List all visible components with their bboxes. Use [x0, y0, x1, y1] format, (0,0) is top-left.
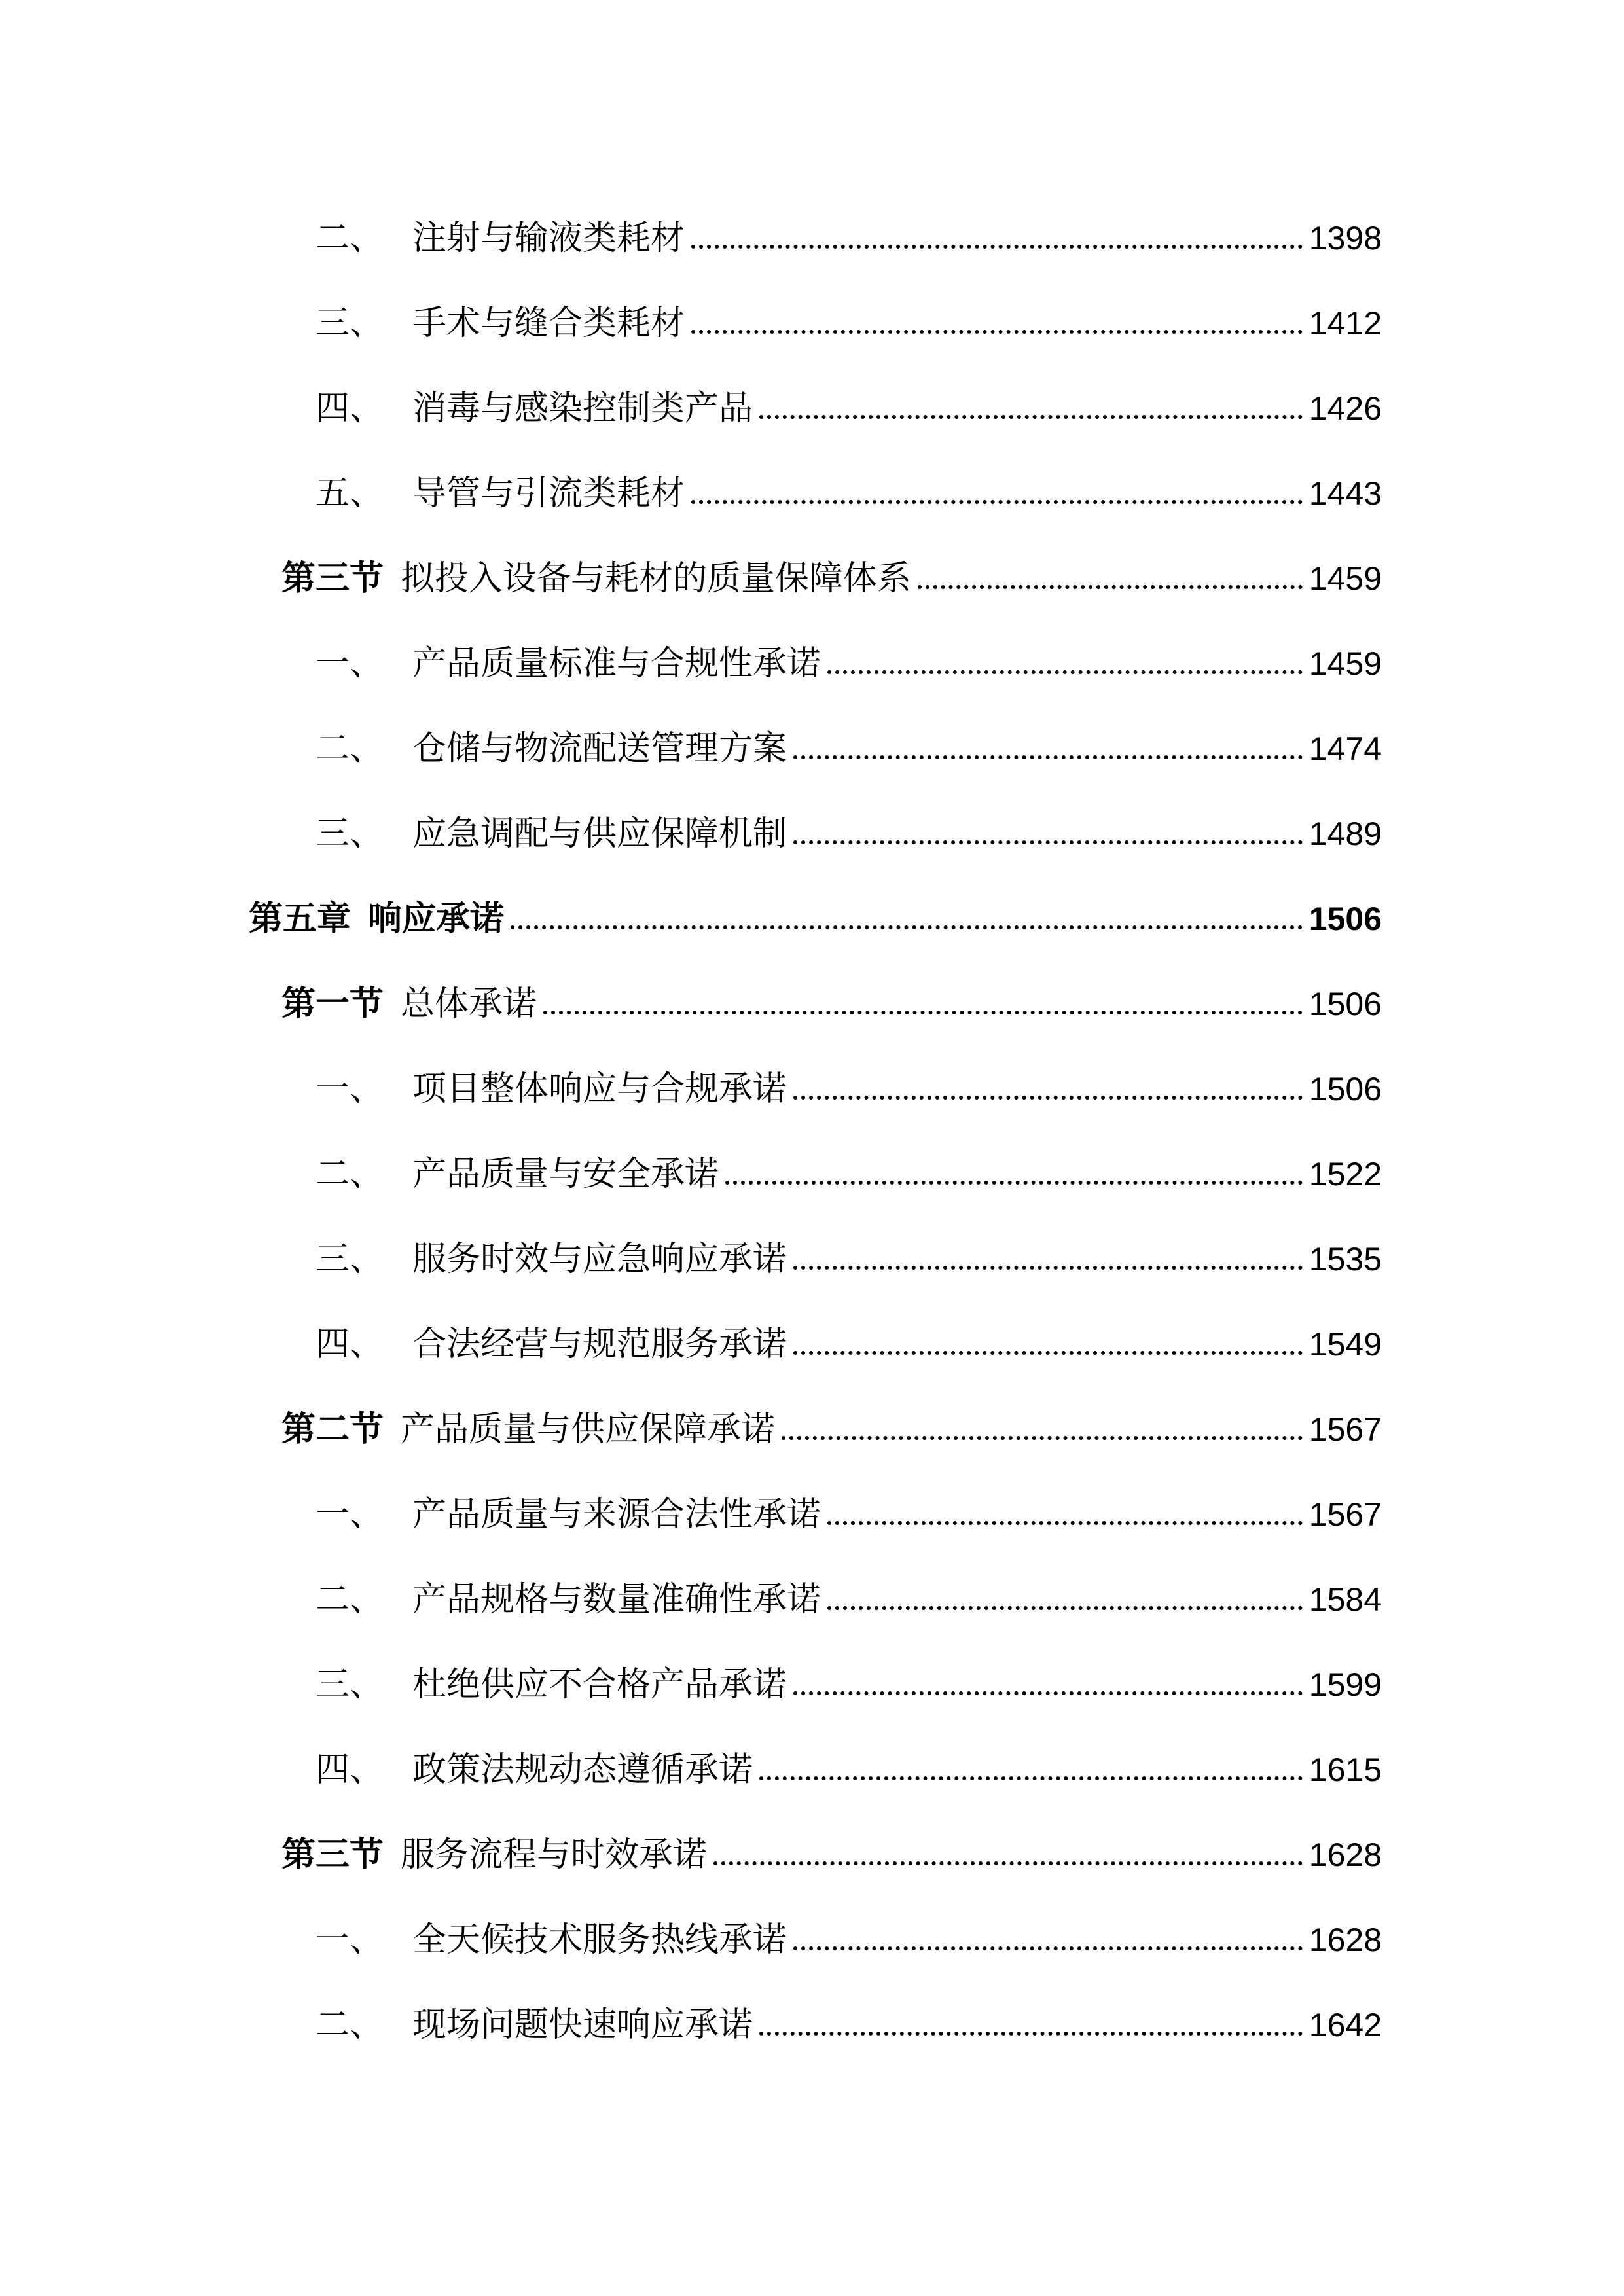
dot-leader [511, 925, 1303, 929]
toc-section[interactable] [281, 1403, 1382, 1456]
toc-entry-number: 二、 [316, 2005, 384, 2045]
toc-section-number: 第三节 [281, 1835, 384, 1874]
toc-entry-number: 四、 [316, 1750, 384, 1789]
toc-entry[interactable] [316, 1148, 1382, 1200]
toc-section-title: 服务流程与时效承诺 [401, 1835, 708, 1874]
toc-entry[interactable] [316, 297, 1382, 350]
toc-entry-page: 1412 [1308, 305, 1382, 342]
toc-entry-number: 二、 [316, 1580, 384, 1619]
toc-section-page: 1459 [1308, 560, 1382, 597]
toc-chapter[interactable] [249, 893, 1382, 945]
dot-leader [827, 1521, 1303, 1525]
toc-section-page: 1567 [1308, 1411, 1382, 1448]
toc-entry-number: 二、 [316, 1155, 384, 1194]
toc-entry-title: 服务时效与应急响应承诺 [412, 1240, 787, 1279]
toc-entry-title: 合法经营与规范服务承诺 [412, 1325, 787, 1364]
toc-entry-number: 一、 [316, 1920, 384, 1960]
toc-entry[interactable] [316, 1063, 1382, 1115]
dot-leader [793, 755, 1303, 759]
toc-entry[interactable] [316, 808, 1382, 860]
toc-entry-number: 二、 [316, 729, 384, 768]
toc-entry-page: 1628 [1308, 1922, 1382, 1958]
dot-leader [793, 1691, 1303, 1695]
dot-leader [759, 2032, 1303, 2036]
toc-entry[interactable] [316, 1659, 1382, 1711]
toc-section-page: 1628 [1308, 1837, 1382, 1873]
toc-entry-number: 一、 [316, 1495, 384, 1534]
toc-entry-number: 一、 [316, 1069, 384, 1109]
toc-entry[interactable] [316, 1488, 1382, 1541]
dot-leader [793, 1266, 1303, 1270]
toc-entry-title: 手术与缝合类耗材 [412, 304, 685, 343]
dot-leader [691, 500, 1303, 504]
toc-section[interactable] [281, 978, 1382, 1030]
toc-entry-page: 1599 [1308, 1666, 1382, 1703]
dot-leader [793, 840, 1303, 844]
toc-entry[interactable] [316, 1573, 1382, 1626]
toc-chapter-number: 第五章 [249, 899, 352, 939]
toc-entry-title: 现场问题快速响应承诺 [412, 2005, 753, 2045]
toc-entry[interactable] [316, 1999, 1382, 2051]
toc-entry-page: 1426 [1308, 390, 1382, 427]
dot-leader [759, 1776, 1303, 1780]
dot-leader [691, 245, 1303, 249]
toc-entry-number: 一、 [316, 644, 384, 683]
toc-entry-title: 产品质量与安全承诺 [412, 1155, 719, 1194]
toc-entry[interactable] [316, 1744, 1382, 1796]
toc-entry-title: 产品质量与来源合法性承诺 [412, 1495, 821, 1534]
toc-entry-page: 1459 [1308, 645, 1382, 682]
toc-entry-page: 1642 [1308, 2007, 1382, 2043]
toc-entry-page: 1522 [1308, 1156, 1382, 1193]
toc-entry-number: 二、 [316, 219, 384, 258]
dot-leader [918, 585, 1303, 589]
toc-entry-title: 政策法规动态遵循承诺 [412, 1750, 753, 1789]
dot-leader [793, 1946, 1303, 1950]
toc-section[interactable] [281, 552, 1382, 605]
toc-entry-number: 三、 [316, 814, 384, 853]
toc-section-title: 拟投入设备与耗材的质量保障体系 [401, 559, 912, 598]
toc-entry-page: 1443 [1308, 475, 1382, 512]
toc-entry-page: 1398 [1308, 220, 1382, 257]
dot-leader [713, 1861, 1303, 1865]
toc-section-page: 1506 [1308, 986, 1382, 1022]
toc-entry-title: 导管与引流类耗材 [412, 474, 685, 513]
toc-entry-page: 1474 [1308, 730, 1382, 767]
toc-section-title: 产品质量与供应保障承诺 [401, 1410, 776, 1449]
toc-entry-title: 产品规格与数量准确性承诺 [412, 1580, 821, 1619]
toc-entry[interactable] [316, 1318, 1382, 1371]
toc-section-title: 总体承诺 [401, 984, 537, 1024]
dot-leader [793, 1351, 1303, 1355]
toc-entry-page: 1549 [1308, 1326, 1382, 1363]
toc-entry[interactable] [316, 723, 1382, 775]
dot-leader [827, 1606, 1303, 1610]
toc-entry-page: 1567 [1308, 1496, 1382, 1533]
toc-entry[interactable] [316, 382, 1382, 435]
toc-entry-page: 1615 [1308, 1751, 1382, 1788]
toc-entry[interactable] [316, 1233, 1382, 1285]
toc-section-number: 第三节 [281, 559, 384, 598]
toc-section[interactable] [281, 1829, 1382, 1881]
dot-leader [543, 1011, 1303, 1014]
toc-entry-page: 1489 [1308, 816, 1382, 852]
dot-leader [793, 1096, 1303, 1100]
toc-entry-page: 1584 [1308, 1581, 1382, 1618]
dot-leader [725, 1181, 1303, 1185]
toc-entry-number: 四、 [316, 389, 384, 428]
toc-entry-title: 消毒与感染控制类产品 [412, 389, 753, 428]
dot-leader [827, 670, 1303, 674]
toc-entry[interactable] [316, 467, 1382, 520]
toc-entry-number: 四、 [316, 1325, 384, 1364]
toc-entry-title: 注射与输液类耗材 [412, 219, 685, 258]
toc-entry-number: 三、 [316, 1665, 384, 1704]
toc-chapter-page: 1506 [1308, 901, 1382, 937]
toc-entry-number: 三、 [316, 304, 384, 343]
toc-entry-number: 五、 [316, 474, 384, 513]
toc-section-number: 第二节 [281, 1410, 384, 1449]
toc-entry[interactable] [316, 637, 1382, 690]
toc-entry-title: 产品质量标准与合规性承诺 [412, 644, 821, 683]
toc-entry[interactable] [316, 212, 1382, 264]
dot-leader [782, 1436, 1303, 1440]
dot-leader [759, 415, 1303, 419]
toc-entry-page: 1506 [1308, 1071, 1382, 1107]
toc-entry-title: 杜绝供应不合格产品承诺 [412, 1665, 787, 1704]
toc-chapter-title: 响应承诺 [368, 899, 505, 939]
dot-leader [691, 330, 1303, 334]
toc-entry-page: 1535 [1308, 1241, 1382, 1278]
toc-entry-number: 三、 [316, 1240, 384, 1279]
toc-entry[interactable] [316, 1914, 1382, 1966]
toc-entry-title: 全天候技术服务热线承诺 [412, 1920, 787, 1960]
toc-entry-title: 应急调配与供应保障机制 [412, 814, 787, 853]
toc-entry-title: 项目整体响应与合规承诺 [412, 1069, 787, 1109]
toc-section-number: 第一节 [281, 984, 384, 1024]
toc-entry-title: 仓储与物流配送管理方案 [412, 729, 787, 768]
